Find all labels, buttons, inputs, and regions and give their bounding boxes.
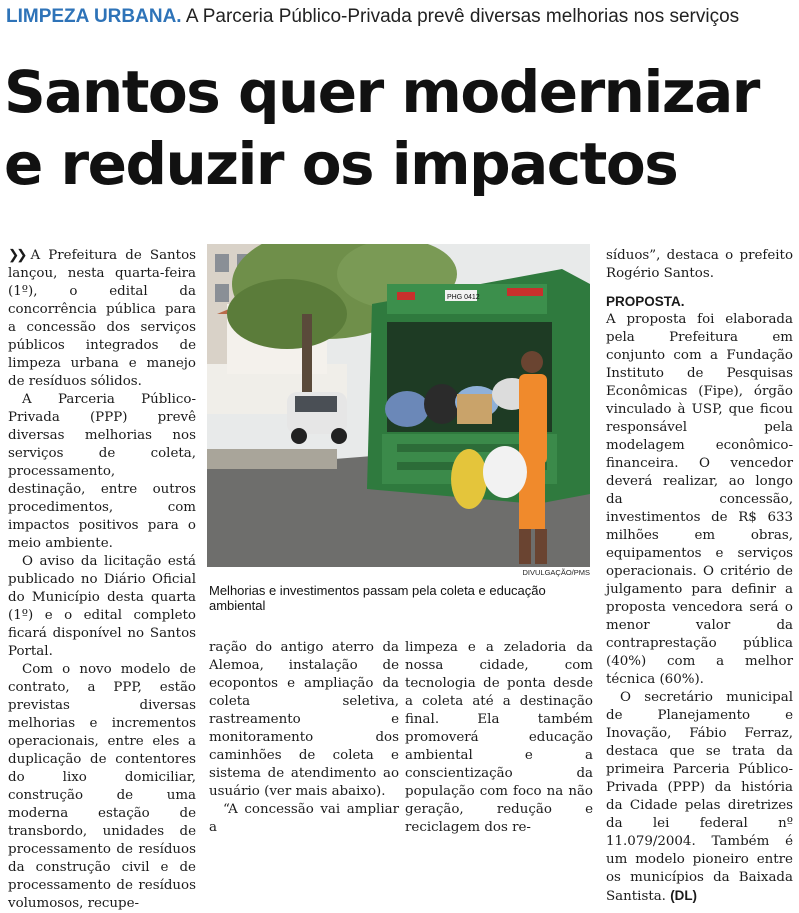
paragraph: A Parceria Público-Privada (PPP) prevê diversas melhorias nos serviços de coleta, processamento, destinação, entre outros procedimentos, com impactos positivos para o meio ambiente. <box>8 392 196 551</box>
paragraph: ração do antigo aterro da Alemoa, instalação de ecopontos e ampliação da coleta seletiva, rastreamento e monitoramento dos caminhões de coleta e sistema de atendimento ao usuário (ver mais abaixo). <box>209 640 399 799</box>
garbage-truck-photo <box>207 244 590 567</box>
paragraph: “A concessão vai ampliar a <box>209 802 399 835</box>
truck-plate: PHG 0412 <box>447 294 480 301</box>
article-column-2 <box>209 639 399 837</box>
lead-paragraph: ❯❯ A Prefeitura de Santos lançou, nesta quarta-feira (1º), o edital da concorrência pública para a concessão dos serviços públicos integrados de limpeza urbana e manejo de resíduos sólidos. <box>8 248 196 389</box>
photo-caption: Melhorias e investimentos passam pela coleta e educação ambiental <box>209 583 546 613</box>
paragraph: limpeza e a zeladoria da nossa cidade, com tecnologia de ponta desde a coleta até a destinação final. Ela também promoverá educação ambiental e a conscientização da população com foco na não geração, redução e reciclagem dos re- <box>405 640 593 835</box>
paragraph: O secretário municipal de Planejamento e Inovação, Fábio Ferraz, destaca que se trata da primeira Parceria Público-Privada (PPP) da história da Cidade pelas diretrizes da lei federal nº 11.079/2004. Também é um modelo pioneiro entre os municípios da Baixada Santista. (DL) <box>606 690 793 904</box>
photo-credit: DIVULGAÇÃO/PMS <box>522 568 590 577</box>
lead-marker-icon: ❯❯ <box>8 248 25 263</box>
headline: Santos quer modernizar e reduzir os impactos <box>4 58 759 198</box>
author-signature: (DL) <box>670 888 697 903</box>
article-column-1 <box>8 247 196 913</box>
paragraph: O aviso da licitação está publicado no Diário Oficial do Município desta quarta (1º) e o edital completo ficará disponível no Santos Portal. <box>8 554 196 659</box>
paragraph: síduos”, destaca o prefeito Rogério Santos. <box>606 248 793 281</box>
paragraph: A proposta foi elaborada pela Prefeitura em conjunto com a Fundação Instituto de Pesquisas Econômicas (Fipe), órgão vinculado à USP, que ficou responsável pela modelagem econômico-financeira. O vencedor deverá realizar, ao longo da concessão, investimentos de R$ 633 milhões em obras, equipamentos e serviços operacionais. O critério de julgamento para definir a proposta vencedora será o menor valor da contraprestação pública (40%) com a melhor técnica (60%). <box>606 312 793 687</box>
kicker-deck: A Parceria Público-Privada prevê diversas melhorias nos serviços <box>185 6 740 27</box>
article-column-4 <box>606 247 793 906</box>
article-photo <box>207 244 590 567</box>
article-column-3 <box>405 639 593 837</box>
section-tag: LIMPEZA URBANA. <box>6 6 182 27</box>
paragraph: Com o novo modelo de contrato, a PPP, estão previstas diversas melhorias e incrementos operacionais, entre eles a duplicação de contentores do lixo domiciliar, construção de uma moderna estação de transbordo, unidades de processamento de resíduos da construção civil e de processamento de resíduos volumosos, recupe- <box>8 662 196 911</box>
subhead-proposta: PROPOSTA. <box>606 294 685 309</box>
kicker <box>6 6 739 28</box>
